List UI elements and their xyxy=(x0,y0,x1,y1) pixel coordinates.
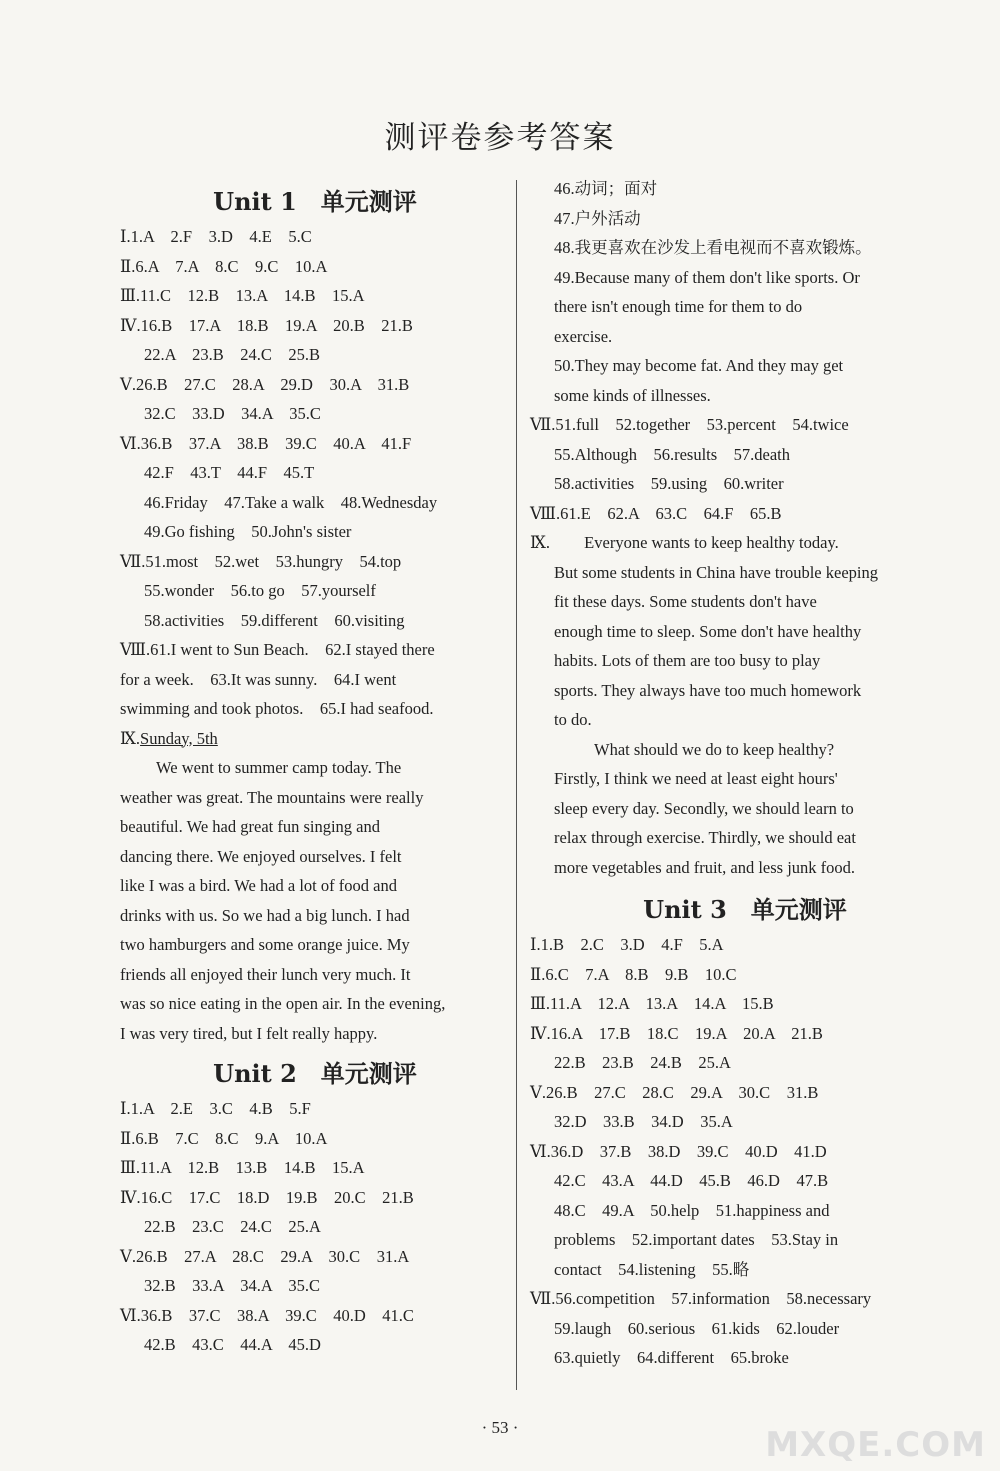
answer-line: 49.Because many of them don't like sports. Or xyxy=(554,267,860,287)
unit1-heading: Unit 1 单元测评 xyxy=(213,187,417,216)
essay-first-sentence: Everyone wants to keep healthy today. xyxy=(584,533,839,552)
answer-line: 42.F 43.T 44.F 45.T xyxy=(144,463,315,482)
answer-line: Ⅴ.26.B 27.A 28.C 29.A 30.C 31.A xyxy=(120,1246,410,1266)
answer-line: 48.我更喜欢在沙发上看电视而不喜欢锻炼。 xyxy=(554,238,872,257)
answer-line: Ⅰ.1.A 2.E 3.C 4.B 5.F xyxy=(120,1099,311,1118)
essay-date: Sunday, 5th xyxy=(140,728,218,748)
answer-line: 63.quietly 64.different 65.broke xyxy=(554,1348,789,1367)
answer-line: 32.C 33.D 34.A 35.C xyxy=(144,404,321,423)
answer-line: 32.D 33.B 34.D 35.A xyxy=(554,1112,733,1131)
essay-line: beautiful. We had great fun singing and xyxy=(120,817,381,836)
essay-line: was so nice eating in the open air. In the evening, xyxy=(120,994,446,1013)
answer-line: 42.B 43.C 44.A 45.D xyxy=(144,1335,321,1354)
answer-line: 48.C 49.A 50.help 51.happiness and xyxy=(554,1200,830,1220)
answer-line: for a week. 63.It was sunny. 64.I went xyxy=(120,669,397,689)
essay-line: We went to summer camp today. The xyxy=(156,758,402,777)
answer-line: exercise. xyxy=(554,326,613,346)
answer-line: 47.户外活动 xyxy=(554,208,641,228)
answer-line: Ⅵ.36.D 37.B 38.D 39.C 40.D 41.D xyxy=(530,1141,827,1161)
answer-line: Ⅵ.36.B 37.A 38.B 39.C 40.A 41.F xyxy=(120,433,412,453)
answer-line: 42.C 43.A 44.D 45.B 46.D 47.B xyxy=(554,1171,829,1190)
answer-line: Ⅲ.11.C 12.B 13.A 14.B 15.A xyxy=(120,286,365,305)
essay-line: friends all enjoyed their lunch very much. It xyxy=(120,964,411,984)
answer-line: Ⅴ.26.B 27.C 28.C 29.A 30.C 31.B xyxy=(530,1082,819,1102)
answer-line: Ⅶ.51.full 52.together 53.percent 54.twice xyxy=(530,415,849,434)
answer-line: 22.B 23.C 24.C 25.A xyxy=(144,1217,321,1236)
page-number: · 53 · xyxy=(481,1418,519,1437)
answer-line: Ⅳ.16.C 17.C 18.D 19.B 20.C 21.B xyxy=(120,1187,414,1207)
answer-line: Ⅷ.61.E 62.A 63.C 64.F 65.B xyxy=(530,503,782,523)
essay-line: sports. They always have too much homework xyxy=(554,680,862,700)
answer-line: Ⅶ.51.most 52.wet 53.hungry 54.top xyxy=(120,551,402,571)
essay-line: What should we do to keep healthy? xyxy=(594,739,835,759)
answer-line: 50.They may become fat. And they may get xyxy=(554,356,844,375)
essay-line xyxy=(530,528,960,558)
unit3-heading: Unit 3 单元测评 xyxy=(643,895,847,924)
left-column xyxy=(120,182,510,1360)
answer-line: Ⅳ.16.B 17.A 18.B 19.A 20.B 21.B xyxy=(120,315,413,335)
right-column xyxy=(530,174,960,1373)
answer-line: 55.Although 56.results 57.death xyxy=(554,444,791,464)
answer-line: 22.B 23.B 24.B 25.A xyxy=(554,1053,731,1072)
answer-line: Ⅴ.26.B 27.C 28.A 29.D 30.A 31.B xyxy=(120,374,410,394)
answer-line: contact 54.listening 55.略 xyxy=(554,1259,750,1279)
essay-line: I was very tired, but I felt really happy. xyxy=(120,1023,378,1043)
essay-line: weather was great. The mountains were really xyxy=(120,787,424,807)
answer-line: 58.activities 59.different 60.visiting xyxy=(144,610,405,630)
unit2-continued xyxy=(530,174,960,882)
answer-line: 32.B 33.A 34.A 35.C xyxy=(144,1276,321,1295)
answer-line: 58.activities 59.using 60.writer xyxy=(554,474,784,493)
section-label: Ⅸ. xyxy=(120,728,141,748)
answer-line: Ⅰ.1.B 2.C 3.D 4.F 5.A xyxy=(530,935,724,954)
essay-line: like I was a bird. We had a lot of food and xyxy=(120,876,397,895)
answer-line: 55.wonder 56.to go 57.yourself xyxy=(144,581,376,600)
answer-line: Ⅵ.36.B 37.C 38.A 39.C 40.D 41.C xyxy=(120,1305,414,1325)
answer-line: 49.Go fishing 50.John's sister xyxy=(144,522,352,541)
answer-line: problems 52.important dates 53.Stay in xyxy=(554,1230,839,1249)
unit1-answers xyxy=(120,222,510,1048)
answer-line: there isn't enough time for them to do xyxy=(554,297,803,316)
answer-line: Ⅳ.16.A 17.B 18.C 19.A 20.A 21.B xyxy=(530,1023,823,1043)
answer-line: swimming and took photos. 65.I had seafood. xyxy=(120,699,434,718)
unit2-answers xyxy=(120,1094,510,1360)
essay-line: more vegetables and fruit, and less junk food. xyxy=(554,857,856,877)
answer-line: Ⅲ.11.A 12.B 13.B 14.B 15.A xyxy=(120,1158,365,1177)
answer-line: 22.A 23.B 24.C 25.B xyxy=(144,345,321,364)
essay-line: two hamburgers and some orange juice. My xyxy=(120,935,410,954)
essay-line: dancing there. We enjoyed ourselves. I felt xyxy=(120,846,402,866)
section-label: Ⅸ. xyxy=(530,533,551,552)
essay-date-line xyxy=(120,724,510,754)
answer-line: 46.Friday 47.Take a walk 48.Wednesday xyxy=(144,492,438,512)
answer-line: Ⅲ.11.A 12.A 13.A 14.A 15.B xyxy=(530,994,774,1013)
essay-line: Firstly, I think we need at least eight hours' xyxy=(554,769,838,788)
answer-line: Ⅶ.56.competition 57.information 58.necessary xyxy=(530,1289,872,1308)
essay-line: fit these days. Some students don't have xyxy=(554,592,817,611)
answer-line: Ⅱ.6.C 7.A 8.B 9.B 10.C xyxy=(530,964,737,984)
page-title: 测评卷参考答案 xyxy=(384,120,616,156)
essay-line: relax through exercise. Thirdly, we should eat xyxy=(554,828,856,847)
column-divider xyxy=(516,180,517,1390)
answer-line: 46.动词；面对 xyxy=(554,179,658,198)
essay-line: drinks with us. So we had a big lunch. I had xyxy=(120,905,410,925)
answer-line: some kinds of illnesses. xyxy=(554,385,711,405)
essay-line: habits. Lots of them are too busy to play xyxy=(554,651,821,670)
essay-line: to do. xyxy=(554,710,592,729)
unit3-answers xyxy=(530,930,960,1373)
essay-line: enough time to sleep. Some don't have healthy xyxy=(554,621,862,641)
answer-line: Ⅱ.6.A 7.A 8.C 9.C 10.A xyxy=(120,256,328,276)
answer-line: Ⅱ.6.B 7.C 8.C 9.A 10.A xyxy=(120,1128,328,1148)
answer-line: Ⅷ.61.I went to Sun Beach. 62.I stayed there xyxy=(120,640,435,659)
answer-line: 59.laugh 60.serious 61.kids 62.louder xyxy=(554,1318,840,1338)
answer-line: Ⅰ.1.A 2.F 3.D 4.E 5.C xyxy=(120,227,312,246)
essay-line: sleep every day. Secondly, we should learn to xyxy=(554,798,854,818)
essay-line: But some students in China have trouble keeping xyxy=(554,562,878,582)
unit2-heading: Unit 2 单元测评 xyxy=(213,1059,417,1088)
watermark-logo: MXQE.COM xyxy=(765,1425,986,1465)
